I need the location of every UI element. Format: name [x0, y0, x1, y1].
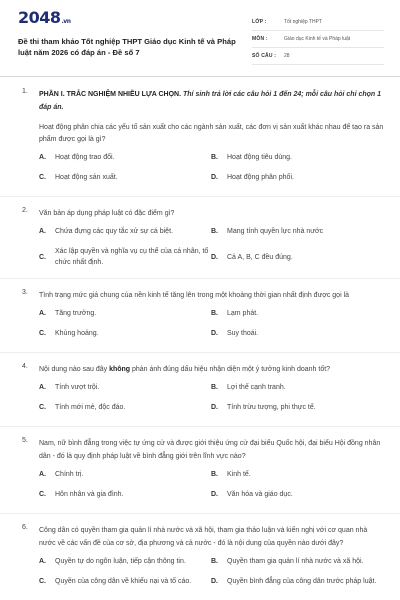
option-text: Quyền tự do ngôn luận, tiếp cận thông tin.	[55, 558, 186, 565]
option-label: D.	[211, 404, 218, 411]
document-title: Đề thi tham khảo Tốt nghiệp THPT Giáo dục Kinh tế và Pháp luật năm 2026 có đáp án - Đề số 7	[18, 37, 236, 57]
options	[39, 308, 384, 342]
option-c[interactable]	[39, 172, 211, 186]
options	[39, 152, 384, 186]
options	[39, 469, 384, 503]
option-text: Lạm phát.	[227, 310, 259, 317]
option-label: A.	[39, 558, 46, 565]
option-label: B.	[211, 310, 218, 317]
option-text: Khủng hoảng.	[55, 330, 99, 337]
option-text: Chính trị.	[55, 471, 84, 478]
question-separator	[0, 196, 400, 197]
question-number: 5.	[22, 437, 28, 444]
meta-value: Tốt nghiệp THPT	[284, 19, 322, 25]
option-label: A.	[39, 384, 46, 391]
question-number: 4.	[22, 363, 28, 370]
option-label: A.	[39, 154, 46, 161]
option-a[interactable]	[39, 226, 211, 240]
meta-key: SỐ CÂU :	[252, 53, 277, 59]
option-text: Mang tính quyền lực nhà nước	[227, 228, 324, 235]
option-label: B.	[211, 558, 218, 565]
option-label: B.	[211, 471, 218, 478]
question-text: Nam, nữ bình đẳng trong việc tự ứng cử và được giới thiệu ứng cử đại biểu Quốc hội, đại biểu Hội đồng nhân dân - đó là quy định pháp luật về bình đẳng giới trên lĩnh vực nào?	[39, 440, 381, 460]
option-text: Tính mới mẻ, độc đáo.	[55, 404, 126, 411]
option-text: Quyền tham gia quản lí nhà nước và xã hội.	[227, 558, 364, 565]
question-text: Tình trạng mức giá chung của nền kinh tế tăng lên trong một khoảng thời gian nhất định được gọi là	[39, 292, 350, 299]
option-c[interactable]	[39, 576, 211, 590]
option-b[interactable]	[211, 382, 383, 396]
question-separator	[0, 513, 400, 514]
option-text: Cả A, B, C đều đúng.	[227, 253, 293, 261]
question-1	[0, 88, 400, 186]
option-a[interactable]	[39, 152, 211, 166]
question-number: 3.	[22, 289, 28, 296]
option-label: B.	[211, 154, 218, 161]
meta-row-count	[252, 48, 384, 65]
option-text: Hoạt động trao đổi.	[55, 154, 115, 161]
option-d[interactable]	[211, 246, 383, 268]
question-text-post: phản ánh đúng dấu hiệu nhận diện một ý tưởng kinh doanh tốt?	[130, 366, 331, 373]
logo-suffix: .vn	[61, 18, 71, 25]
question-number: 2.	[22, 207, 28, 214]
option-text: Lợi thế cạnh tranh.	[227, 384, 286, 391]
meta-value: Giáo dục Kinh tế và Pháp luật	[284, 36, 351, 42]
header-divider	[0, 76, 400, 77]
option-label: C.	[39, 578, 46, 585]
section-instruction: Thí sinh trả lời các câu hỏi 1 đến 24; mỗi câu hỏi chỉ chọn 1 đáp án.	[39, 91, 382, 111]
meta-key: MÔN :	[252, 36, 268, 42]
meta-value: 28	[284, 53, 290, 59]
question-number: 1.	[22, 88, 28, 95]
question-text: Văn bản áp dụng pháp luật có đặc điểm gì?	[39, 210, 175, 217]
question-2	[0, 207, 400, 268]
option-a[interactable]	[39, 556, 211, 570]
question-separator	[0, 278, 400, 279]
option-label: D.	[211, 491, 218, 498]
question-text	[39, 363, 384, 376]
option-c[interactable]	[39, 328, 211, 342]
question-text-emphasis: không	[109, 366, 131, 373]
option-text: Suy thoái.	[227, 330, 259, 337]
section-heading: PHẦN I. TRẮC NGHIỆM NHIỀU LỰA CHỌN.	[39, 91, 182, 98]
option-b[interactable]	[211, 226, 383, 240]
option-b[interactable]	[211, 469, 383, 483]
question-3	[0, 289, 400, 342]
options	[39, 226, 384, 268]
option-label: A.	[39, 310, 46, 317]
option-text: Hoạt động sản xuất.	[55, 174, 118, 181]
option-text: Tính vượt trội.	[55, 384, 100, 391]
option-label: C.	[39, 253, 46, 261]
option-text: Tính trừu tượng, phi thực tế.	[227, 404, 316, 411]
question-4	[0, 363, 400, 416]
question-text	[39, 88, 384, 114]
options	[39, 556, 384, 590]
option-text: Quyền bình đẳng của công dân trước pháp luật.	[227, 578, 377, 585]
option-label: C.	[39, 404, 46, 411]
question-6	[0, 524, 400, 590]
option-text: Hôn nhân và gia đình.	[55, 491, 124, 498]
option-label: A.	[39, 228, 46, 235]
option-a[interactable]	[39, 308, 211, 322]
option-label: C.	[39, 491, 46, 498]
option-a[interactable]	[39, 469, 211, 483]
option-d[interactable]	[211, 328, 383, 342]
options	[39, 382, 384, 416]
option-b[interactable]	[211, 556, 383, 570]
option-d[interactable]	[211, 402, 383, 416]
option-c[interactable]	[39, 402, 211, 416]
option-text: Văn hóa và giáo dục.	[227, 491, 293, 498]
question-stem: Hoạt động phân chia các yếu tố sản xuất cho các ngành sản xuất, các đơn vị sản xuất khác nhau để tạo ra sản phẩm được gọi là gì?	[39, 124, 384, 143]
question-5	[0, 437, 400, 503]
option-text: Kinh tế.	[227, 471, 251, 478]
option-d[interactable]	[211, 576, 383, 590]
option-text: Quyền của công dân về khiếu nại và tố cáo.	[55, 578, 192, 585]
question-text: Công dân có quyền tham gia quản lí nhà nước và xã hội, tham gia thảo luận và kiến nghị với cơ quan nhà nước về các vấn đề của cơ sở, địa phương và cả nước - đó là nội dung của quyền nào dưới đây?	[39, 527, 368, 547]
option-d[interactable]	[211, 172, 383, 186]
option-label: D.	[211, 330, 218, 337]
question-list	[0, 88, 400, 590]
option-b[interactable]	[211, 152, 383, 166]
question-separator	[0, 352, 400, 353]
option-text: Tăng trưởng.	[55, 310, 97, 317]
option-c[interactable]	[39, 489, 211, 503]
option-text: Hoạt động phân phối.	[227, 174, 294, 181]
option-text: Hoạt động tiêu dùng.	[227, 154, 292, 161]
option-label: C.	[39, 174, 46, 181]
option-label: D.	[211, 174, 218, 181]
option-label: B.	[211, 228, 218, 235]
meta-row-subject	[252, 31, 384, 48]
exam-meta	[252, 14, 384, 65]
option-c[interactable]	[39, 246, 211, 268]
option-label: B.	[211, 384, 218, 391]
meta-row-class	[252, 14, 384, 31]
option-text: Chứa đựng các quy tắc xử sự cá biệt.	[55, 228, 173, 235]
option-a[interactable]	[39, 382, 211, 396]
meta-key: LỚP :	[252, 19, 267, 25]
question-text-pre: Nội dung nào sau đây	[39, 366, 110, 373]
logo-main: 2048	[18, 8, 61, 27]
option-label: A.	[39, 471, 46, 478]
option-b[interactable]	[211, 308, 383, 322]
header	[0, 0, 400, 70]
option-d[interactable]	[211, 489, 383, 503]
option-label: C.	[39, 330, 46, 337]
option-label: D.	[211, 578, 218, 585]
question-number: 6.	[22, 524, 28, 531]
question-separator	[0, 426, 400, 427]
option-label: D.	[211, 253, 218, 261]
option-text: Xác lập quyền và nghĩa vụ cụ thể của cá nhân, tổ chức nhất định.	[55, 248, 209, 266]
